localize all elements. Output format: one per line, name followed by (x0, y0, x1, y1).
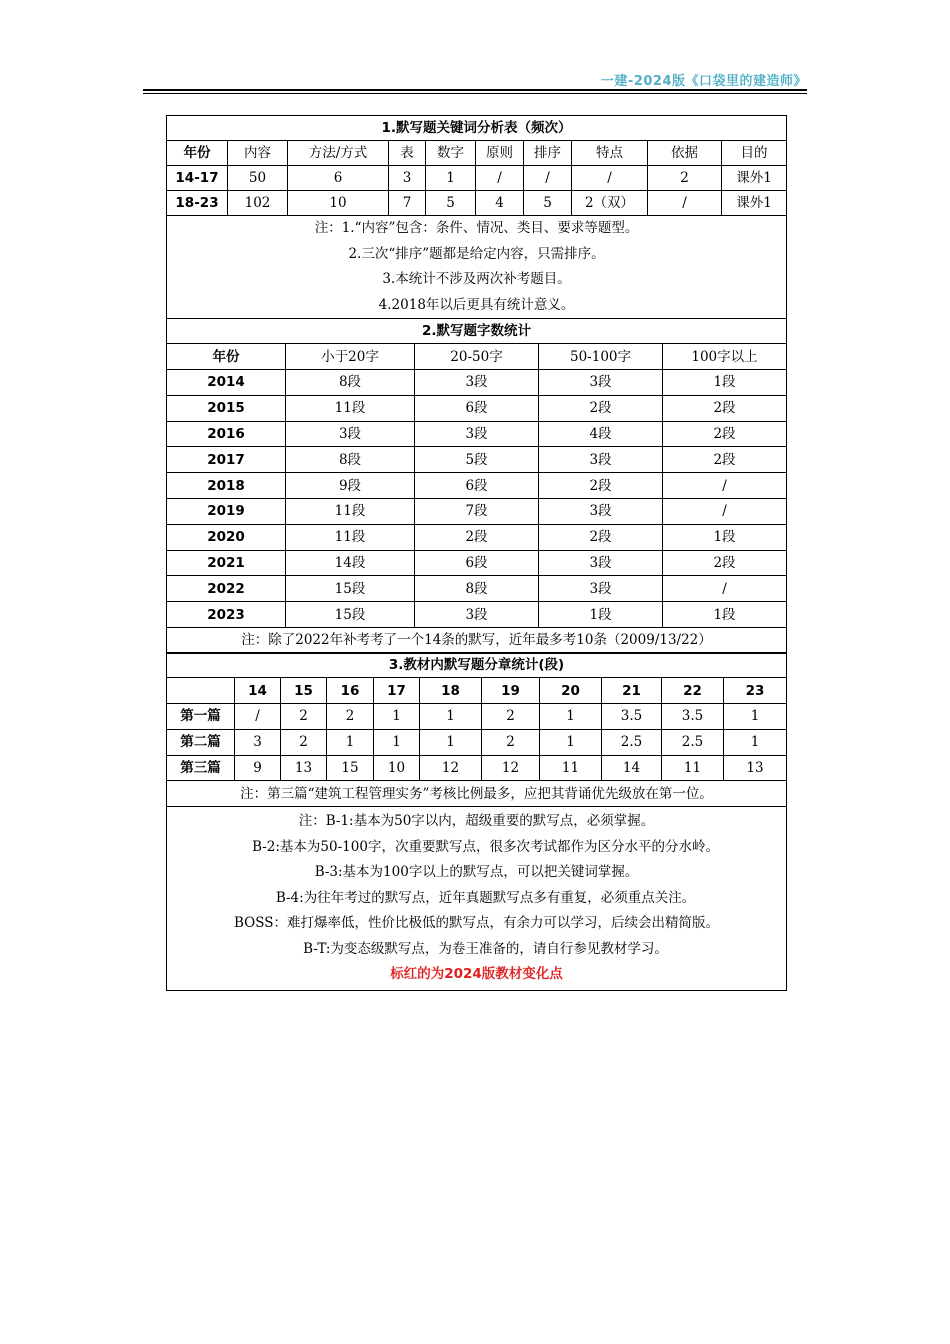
table-row (167, 370, 787, 396)
table2-cell: 2段 (663, 421, 787, 447)
table3-cell: 2 (281, 704, 327, 730)
table1-cell: / (476, 166, 524, 191)
table3-header-cell: 17 (374, 678, 420, 704)
table3-cell: 12 (482, 755, 540, 781)
note-line: 注：1.“内容”包含：条件、情况、类目、要求等题型。 (314, 220, 639, 236)
note-line: 3.本统计不涉及两次补考题目。 (382, 271, 571, 287)
table1-cell: 2（双） (572, 191, 648, 216)
table3-header-cell (167, 678, 235, 704)
table3-cell: 14 (602, 755, 662, 781)
table1-cell: 10 (288, 191, 389, 216)
legend-notes (167, 807, 787, 991)
table3-cell: 9 (235, 755, 281, 781)
table3-cell: 1 (540, 729, 602, 755)
table2-cell: / (663, 576, 787, 602)
table3-cell: 1 (540, 704, 602, 730)
table3-cell: 12 (420, 755, 482, 781)
table3-cell: 2 (482, 729, 540, 755)
table3-header-row (167, 678, 787, 704)
table3-body (167, 704, 787, 781)
table3-header-cell: 21 (602, 678, 662, 704)
table1-cell: 18-23 (167, 191, 228, 216)
legend-line: B-2:基本为50-100字，次重要默写点，很多次考试都作为区分水平的分水岭。 (252, 838, 719, 855)
table2-cell: / (663, 473, 787, 499)
table2-cell: 2016 (167, 421, 286, 447)
table3-cell: / (235, 704, 281, 730)
table2-cell: 2020 (167, 524, 286, 550)
table3-cell: 2 (281, 729, 327, 755)
table2-header-cell: 年份 (167, 344, 286, 370)
table2-cell: 2段 (539, 524, 663, 550)
table1-header-cell: 依据 (648, 141, 722, 166)
table1-cell: / (572, 166, 648, 191)
legend-line: B-4:为往年考过的默写点，近年真题默写点多有重复，必须重点关注。 (275, 889, 696, 906)
table-row (167, 191, 787, 216)
table3-header-cell: 16 (327, 678, 374, 704)
note-line: 2.三次“排序”题都是给定内容，只需排序。 (348, 245, 605, 262)
table-row (167, 447, 787, 473)
table-row (167, 576, 787, 602)
table2-cell: 3段 (286, 421, 415, 447)
table1-header-cell: 原则 (476, 141, 524, 166)
chapter-stats-table (166, 652, 787, 991)
table-row (167, 395, 787, 421)
table3-header-cell: 15 (281, 678, 327, 704)
table1-title: 1.默写题关键词分析表（频次） (167, 116, 787, 141)
table3-header-cell: 23 (724, 678, 787, 704)
table2-cell: 2022 (167, 576, 286, 602)
running-header: 一建-2024版《口袋里的建造师》 (600, 74, 807, 89)
table-row (167, 755, 787, 781)
table1-cell: 课外1 (722, 166, 787, 191)
table2-title: 2.默写题字数统计 (167, 319, 787, 344)
legend-line: B-3:基本为100字以上的默写点，可以把关键词掌握。 (314, 864, 639, 881)
table2-cell: 3段 (539, 576, 663, 602)
table2-cell: 2段 (663, 447, 787, 473)
table-row (167, 421, 787, 447)
table3-cell: 第三篇 (167, 755, 235, 781)
table2-cell: 2段 (539, 473, 663, 499)
table1-header-cell: 内容 (228, 141, 288, 166)
table2-cell: 3段 (539, 370, 663, 396)
table1-cell: 14-17 (167, 166, 228, 191)
table2-cell: 14段 (286, 550, 415, 576)
table2-cell: 11段 (286, 395, 415, 421)
table1-header-cell: 特点 (572, 141, 648, 166)
table3-cell: 11 (540, 755, 602, 781)
table2-cell: 3段 (415, 370, 539, 396)
table1-header-cell: 年份 (167, 141, 228, 166)
table3-cell: 13 (724, 755, 787, 781)
table2-cell: 2023 (167, 602, 286, 628)
table3-cell: 3.5 (602, 704, 662, 730)
table2-cell: 2019 (167, 498, 286, 524)
table2-cell: 1段 (663, 524, 787, 550)
table2-cell: 9段 (286, 473, 415, 499)
table1-cell: 6 (288, 166, 389, 191)
table3-cell: 2 (327, 704, 374, 730)
legend-line: BOSS：难打爆率低，性价比极低的默写点，有余力可以学习，后续会出精简版。 (234, 915, 720, 932)
table3-cell: 1 (420, 704, 482, 730)
table2-cell: 6段 (415, 550, 539, 576)
table1-header-cell: 数字 (426, 141, 476, 166)
table2-cell: 1段 (663, 370, 787, 396)
table-row (167, 524, 787, 550)
table2-header-cell: 小于20字 (286, 344, 415, 370)
table1-cell: / (648, 191, 722, 216)
table2-header-row (167, 344, 787, 370)
table2-cell: 2014 (167, 370, 286, 396)
table2-cell: 6段 (415, 395, 539, 421)
table2-cell: 6段 (415, 473, 539, 499)
table1-cell: 3 (389, 166, 426, 191)
table2-cell: 2段 (415, 524, 539, 550)
table2-cell: 4段 (539, 421, 663, 447)
table2-cell: 3段 (539, 550, 663, 576)
table3-cell: 2.5 (662, 729, 724, 755)
table3-cell: 1 (420, 729, 482, 755)
table3-cell: 2 (482, 704, 540, 730)
table2-cell: 2021 (167, 550, 286, 576)
table2-cell: 3段 (539, 447, 663, 473)
table3-cell: 1 (327, 729, 374, 755)
table3-cell: 1 (374, 704, 420, 730)
table3-note: 注：第三篇“建筑工程管理实务”考核比例最多，应把其背诵优先级放在第一位。 (167, 781, 787, 807)
table-row (167, 602, 787, 628)
table1-cell: 1 (426, 166, 476, 191)
table2-header-cell: 100字以上 (663, 344, 787, 370)
table2-cell: 7段 (415, 498, 539, 524)
table2-cell: 2段 (539, 395, 663, 421)
table2-cell: 1段 (663, 602, 787, 628)
table1-cell: 课外1 (722, 191, 787, 216)
table1-header-cell: 方法/方式 (288, 141, 389, 166)
table2-cell: 2017 (167, 447, 286, 473)
table3-header-cell: 20 (540, 678, 602, 704)
table1-cell: 102 (228, 191, 288, 216)
table3-header-cell: 22 (662, 678, 724, 704)
legend-line: 注：B-1:基本为50字以内，超级重要的默写点，必须掌握。 (298, 813, 655, 830)
table3-cell: 1 (724, 729, 787, 755)
table3-cell: 1 (724, 704, 787, 730)
table2-header-cell: 50-100字 (539, 344, 663, 370)
table-row (167, 498, 787, 524)
table3-header-cell: 14 (235, 678, 281, 704)
table1-cell: 5 (524, 191, 572, 216)
table1-cell: / (524, 166, 572, 191)
table-row (167, 704, 787, 730)
table1-cell: 7 (389, 191, 426, 216)
table1-cell: 5 (426, 191, 476, 216)
table3-cell: 11 (662, 755, 724, 781)
table2-cell: 8段 (286, 447, 415, 473)
table3-cell: 第一篇 (167, 704, 235, 730)
header-rule-thick (143, 89, 807, 91)
table1-cell: 4 (476, 191, 524, 216)
table-row (167, 729, 787, 755)
table2-header-cell: 20-50字 (415, 344, 539, 370)
table1-header-row (167, 141, 787, 166)
table1-header-cell: 表 (389, 141, 426, 166)
keyword-frequency-table (166, 115, 787, 319)
table3-header-cell: 18 (420, 678, 482, 704)
table2-cell: 1段 (539, 602, 663, 628)
table2-cell: 3段 (415, 602, 539, 628)
table2-cell: 11段 (286, 498, 415, 524)
table2-cell: 5段 (415, 447, 539, 473)
table2-cell: 2段 (663, 550, 787, 576)
word-count-table (166, 318, 787, 654)
table3-cell: 3.5 (662, 704, 724, 730)
table2-cell: / (663, 498, 787, 524)
table2-cell: 3段 (415, 421, 539, 447)
table2-cell: 8段 (286, 370, 415, 396)
table1-header-cell: 目的 (722, 141, 787, 166)
table2-cell: 3段 (539, 498, 663, 524)
note-line: 4.2018年以后更具有统计意义。 (378, 296, 575, 313)
header-rule-thin (143, 93, 807, 94)
table3-cell: 10 (374, 755, 420, 781)
table2-cell: 15段 (286, 602, 415, 628)
table2-note: 注：除了2022年补考考了一个14条的默写，近年最多考10条（2009/13/22） (167, 627, 787, 653)
table3-cell: 1 (374, 729, 420, 755)
table3-cell: 第二篇 (167, 729, 235, 755)
table3-header-cell: 19 (482, 678, 540, 704)
table2-cell: 8段 (415, 576, 539, 602)
table-row (167, 166, 787, 191)
table1-cell: 2 (648, 166, 722, 191)
red-note: 标红的为2024版教材变化点 (390, 966, 563, 983)
table1-cell: 50 (228, 166, 288, 191)
table3-cell: 13 (281, 755, 327, 781)
table3-cell: 3 (235, 729, 281, 755)
table3-cell: 2.5 (602, 729, 662, 755)
table2-cell: 2015 (167, 395, 286, 421)
table-row (167, 473, 787, 499)
table2-cell: 11段 (286, 524, 415, 550)
table3-title: 3.教材内默写题分章统计(段) (167, 653, 787, 678)
table2-cell: 15段 (286, 576, 415, 602)
table1-header-cell: 排序 (524, 141, 572, 166)
table-row (167, 550, 787, 576)
table1-notes (167, 216, 787, 319)
legend-line: B-T:为变态级默写点，为卷王准备的，请自行参见教材学习。 (303, 940, 668, 957)
table2-cell: 2段 (663, 395, 787, 421)
table2-cell: 2018 (167, 473, 286, 499)
table3-cell: 15 (327, 755, 374, 781)
table2-body (167, 370, 787, 628)
